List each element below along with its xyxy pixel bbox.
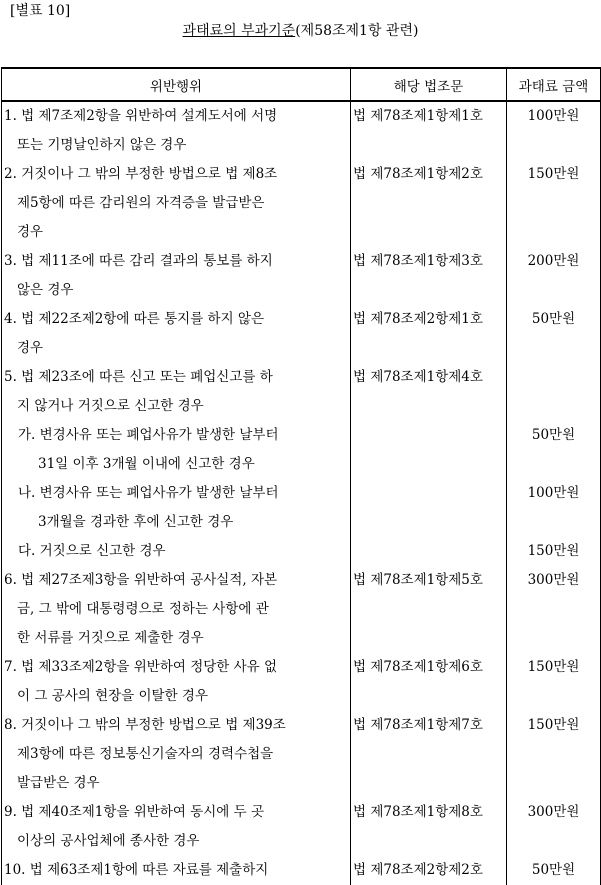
violation-text: 나. 변경사유 또는 폐업사유가 발생한 날부터 [18,485,279,501]
amount-cell: 150만원 [507,160,601,247]
amount-cell: 50만원 [507,856,601,885]
violation-cell [2,798,351,856]
violation-text: 8. 거짓이나 그 밖의 부정한 방법으로 법 제39조 [4,717,286,733]
form-label: [별표 10] [10,3,71,19]
law-cell: 법 제78조제1항제5호 [351,566,507,653]
violation-text-continued: 경우 [17,340,44,356]
violation-cell [2,537,351,566]
violation-text-continued: 금, 그 밖에 대통령령으로 정하는 사항에 관 [17,601,269,617]
table-row [2,160,601,247]
violation-text: 9. 법 제40조제1항을 위반하여 동시에 두 곳 [4,804,265,820]
amount-cell: 300만원 [507,798,601,856]
violation-cell [2,421,351,479]
violation-cell [2,856,351,885]
law-cell: 법 제78조제1항제6호 [351,653,507,711]
table-row [2,421,601,479]
table-row [2,363,601,421]
violation-text-continued: 31일 이후 3개월 이내에 신고한 경우 [38,456,255,472]
violation-text: 10. 법 제63조제1항에 따른 자료를 제출하지 [4,862,269,878]
title-sub: (제58조제1항 관련) [295,23,419,39]
table-row [2,856,601,885]
violation-text-continued: 지 않거나 거짓으로 신고한 경우 [17,398,204,414]
violation-text: 5. 법 제23조에 따른 신고 또는 폐업신고를 하 [4,369,273,385]
amount-cell: 100만원 [507,479,601,537]
violation-text: 다. 거짓으로 신고한 경우 [18,543,166,559]
table-row [2,537,601,566]
amount-cell: 150만원 [507,537,601,566]
table-row [2,479,601,537]
violation-text-continued: 한 서류를 거짓으로 제출한 경우 [17,630,204,646]
law-cell: 법 제78조제1항제3호 [351,247,507,305]
penalty-table [1,67,601,885]
amount-cell: 50만원 [507,305,601,363]
amount-cell: 50만원 [507,421,601,479]
table-row [2,798,601,856]
law-cell: 법 제78조제1항제2호 [351,160,507,247]
violation-cell [2,711,351,798]
violation-cell [2,247,351,305]
law-cell: 법 제78조제1항제4호 [351,363,507,421]
violation-text: 1. 법 제7조제2항을 위반하여 설계도서에 서명 [4,108,278,124]
violation-text-continued: 발급받은 경우 [17,775,100,791]
table-header-row [2,68,601,101]
violation-cell [2,305,351,363]
table-row [2,566,601,653]
page-title [0,20,601,40]
violation-text: 4. 법 제22조제2항에 따른 통지를 하지 않은 [4,311,265,327]
violation-text: 2. 거짓이나 그 밖의 부정한 방법으로 법 제8조 [4,166,278,182]
table-row [2,305,601,363]
violation-text-continued: 제3항에 따른 정보통신기술자의 경력수첩을 [17,746,274,762]
violation-text-continued: 않은 경우 [17,282,74,298]
violation-text-continued: 3개월을 경과한 후에 신고한 경우 [38,514,234,530]
amount-cell: 300만원 [507,566,601,653]
violation-text-continued: 또는 기명날인하지 않은 경우 [17,137,187,153]
law-cell [351,479,507,537]
violation-text-continued: 이상의 공사업체에 종사한 경우 [17,833,200,849]
violation-text-continued: 경우 [17,224,44,240]
violation-text-continued: 이 그 공사의 현장을 이탈한 경우 [17,688,208,704]
table-row [2,247,601,305]
violation-cell [2,566,351,653]
violation-cell [2,653,351,711]
law-cell [351,421,507,479]
amount-cell: 100만원 [507,101,601,160]
violation-text: 6. 법 제27조제3항을 위반하여 공사실적, 자본 [4,572,278,588]
law-cell: 법 제78조제2항제2호 [351,856,507,885]
header-violation: 위반행위 [2,68,351,101]
title-main: 과태료의 부과기준 [182,23,296,39]
violation-cell [2,479,351,537]
amount-cell: 200만원 [507,247,601,305]
violation-text: 가. 변경사유 또는 폐업사유가 발생한 날부터 [18,427,279,443]
violation-cell [2,101,351,160]
violation-text: 3. 법 제11조에 따른 감리 결과의 통보를 하지 [4,253,273,269]
table-row [2,101,601,160]
amount-cell: 150만원 [507,653,601,711]
header-amount: 과태료 금액 [507,68,601,101]
law-cell: 법 제78조제1항제7호 [351,711,507,798]
amount-cell: 150만원 [507,711,601,798]
law-cell [351,537,507,566]
law-cell: 법 제78조제2항제1호 [351,305,507,363]
amount-cell [507,363,601,421]
header-law: 해당 법조문 [351,68,507,101]
law-cell: 법 제78조제1항제8호 [351,798,507,856]
violation-cell [2,160,351,247]
violation-cell [2,363,351,421]
table-row [2,711,601,798]
violation-text: 7. 법 제33조제2항을 위반하여 정당한 사유 없 [4,659,278,675]
violation-text-continued: 제5항에 따른 감리원의 자격증을 발급받은 [17,195,265,211]
table-row [2,653,601,711]
law-cell: 법 제78조제1항제1호 [351,101,507,160]
